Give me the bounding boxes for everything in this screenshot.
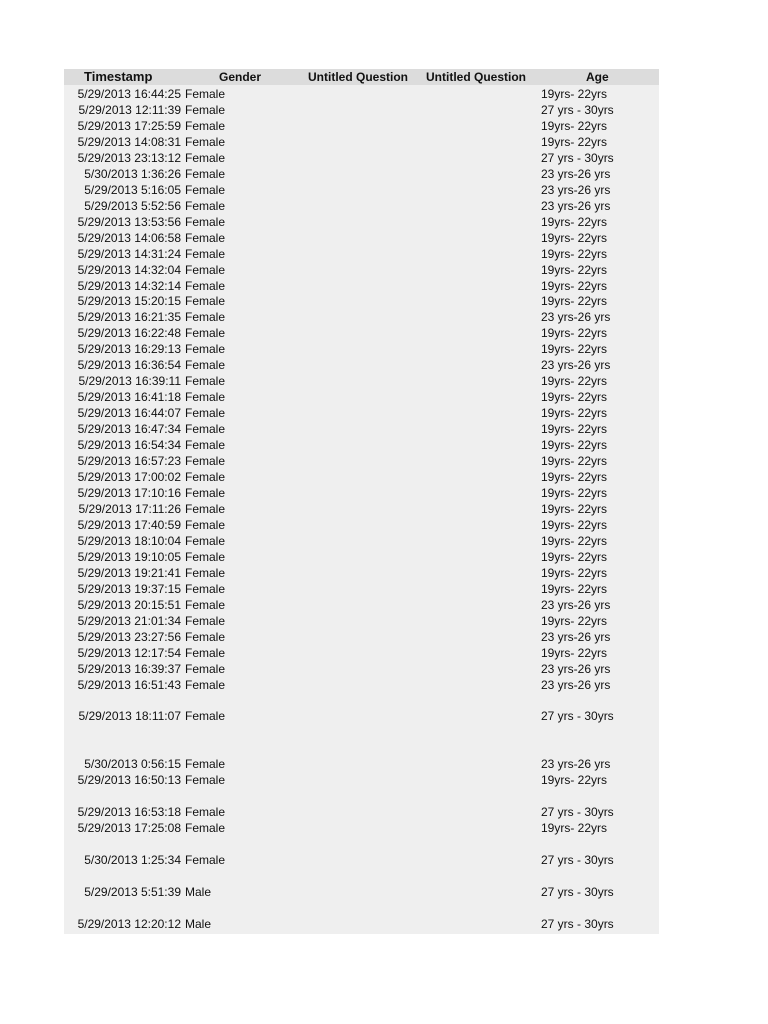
cell-age: 19yrs- 22yrs [541, 118, 608, 133]
cell-gender: Female [185, 102, 226, 117]
cell-timestamp: 5/29/2013 16:39:11 [78, 374, 181, 389]
cell-timestamp: 5/29/2013 14:08:31 [77, 134, 181, 149]
cell-age: 23 yrs-26 yrs [541, 358, 611, 373]
table-row [64, 740, 659, 756]
cell-timestamp: 5/29/2013 18:11:07 [78, 709, 181, 724]
table-row [64, 868, 659, 884]
cell-gender: Female [185, 470, 226, 485]
cell-age: 23 yrs-26 yrs [541, 166, 611, 181]
cell-age: 19yrs- 22yrs [541, 246, 608, 261]
table-row [64, 309, 659, 325]
cell-gender: Female [185, 262, 226, 277]
table-row [64, 692, 659, 708]
cell-age: 19yrs- 22yrs [541, 486, 608, 500]
table-row [64, 230, 659, 246]
cell-age: 23 yrs-26 yrs [541, 597, 611, 612]
cell-timestamp: 5/29/2013 16:22:48 [77, 326, 181, 341]
cell-timestamp: 5/29/2013 14:32:14 [77, 278, 181, 293]
cell-age: 23 yrs-26 yrs [541, 310, 611, 325]
header-untitled-question-1: Untitled Question [308, 70, 408, 84]
cell-gender: Female [185, 581, 226, 596]
cell-age: 27 yrs - 30yrs [541, 853, 614, 868]
cell-age: 19yrs- 22yrs [541, 278, 608, 293]
cell-age: 19yrs- 22yrs [541, 342, 608, 357]
cell-gender: Female [185, 565, 226, 580]
cell-timestamp: 5/29/2013 15:20:15 [77, 294, 181, 309]
cell-timestamp: 5/29/2013 5:16:05 [84, 182, 181, 197]
cell-age: 19yrs- 22yrs [541, 470, 608, 485]
table-row [64, 453, 659, 469]
cell-timestamp: 5/29/2013 12:20:12 [77, 916, 181, 931]
table-row [64, 661, 659, 677]
cell-timestamp: 5/29/2013 23:27:56 [77, 629, 181, 644]
cell-gender: Female [185, 677, 226, 692]
cell-age: 27 yrs - 30yrs [541, 885, 614, 899]
cell-gender: Female [185, 805, 226, 820]
cell-timestamp: 5/29/2013 16:44:25 [77, 87, 181, 101]
header-row [64, 69, 659, 85]
cell-age: 27 yrs - 30yrs [541, 709, 614, 724]
table-row [64, 916, 659, 932]
cell-age: 19yrs- 22yrs [541, 549, 608, 564]
table-row [64, 900, 659, 916]
cell-timestamp: 5/29/2013 16:44:07 [77, 406, 181, 421]
table-row [64, 613, 659, 629]
cell-timestamp: 5/29/2013 23:13:12 [77, 150, 181, 165]
spreadsheet-table [64, 69, 659, 934]
cell-timestamp: 5/29/2013 13:53:56 [77, 214, 181, 229]
table-row [64, 405, 659, 421]
cell-gender: Female [185, 374, 226, 389]
table-row [64, 293, 659, 309]
header-untitled-question-2: Untitled Question [426, 70, 526, 84]
cell-age: 19yrs- 22yrs [541, 406, 608, 421]
cell-timestamp: 5/29/2013 16:54:34 [77, 438, 181, 453]
cell-timestamp: 5/29/2013 18:10:04 [77, 533, 181, 548]
cell-gender: Female [185, 87, 226, 101]
cell-gender: Female [185, 597, 226, 612]
cell-timestamp: 5/29/2013 17:00:02 [77, 470, 181, 485]
table-row [64, 214, 659, 230]
table-row [64, 597, 659, 613]
cell-gender: Female [185, 454, 226, 469]
header-timestamp: Timestamp [84, 69, 153, 84]
cell-age: 19yrs- 22yrs [541, 821, 608, 836]
cell-timestamp: 5/29/2013 16:36:54 [77, 358, 181, 373]
table-row [64, 884, 659, 900]
cell-age: 19yrs- 22yrs [541, 326, 608, 341]
table-row [64, 756, 659, 772]
table-row [64, 549, 659, 565]
table-row [64, 645, 659, 661]
cell-timestamp: 5/30/2013 0:56:15 [84, 757, 181, 772]
cell-age: 19yrs- 22yrs [541, 374, 608, 389]
cell-age: 19yrs- 22yrs [541, 230, 608, 245]
cell-gender: Female [185, 501, 226, 516]
cell-gender: Female [185, 613, 226, 628]
table-row [64, 804, 659, 820]
cell-timestamp: 5/29/2013 14:31:24 [77, 246, 181, 261]
cell-gender: Female [185, 645, 226, 660]
cell-gender: Female [185, 326, 226, 341]
table-row [64, 341, 659, 357]
cell-gender: Female [185, 709, 226, 724]
cell-timestamp: 5/29/2013 17:25:08 [77, 821, 181, 836]
cell-age: 27 yrs - 30yrs [541, 102, 614, 117]
cell-timestamp: 5/29/2013 14:32:04 [77, 262, 181, 277]
cell-timestamp: 5/29/2013 5:51:39 [84, 885, 181, 899]
cell-timestamp: 5/29/2013 16:41:18 [77, 390, 181, 405]
cell-timestamp: 5/29/2013 14:06:58 [77, 230, 181, 245]
table-row [64, 581, 659, 597]
cell-timestamp: 5/30/2013 1:36:26 [84, 166, 181, 181]
cell-gender: Female [185, 821, 226, 836]
table-row [64, 182, 659, 198]
cell-gender: Female [185, 150, 226, 165]
cell-age: 19yrs- 22yrs [541, 294, 608, 309]
cell-age: 23 yrs-26 yrs [541, 677, 611, 692]
table-row [64, 565, 659, 581]
cell-timestamp: 5/29/2013 16:39:37 [77, 661, 181, 676]
table-row [64, 708, 659, 724]
cell-timestamp: 5/30/2013 1:25:34 [84, 853, 181, 868]
table-row [64, 852, 659, 868]
header-gender: Gender [219, 70, 262, 84]
cell-gender: Female [185, 342, 226, 357]
cell-age: 19yrs- 22yrs [541, 422, 608, 437]
table-row [64, 357, 659, 373]
cell-timestamp: 5/29/2013 16:47:34 [77, 422, 181, 437]
cell-gender: Female [185, 661, 226, 676]
table-row [64, 373, 659, 389]
cell-timestamp: 5/29/2013 19:37:15 [77, 581, 181, 596]
cell-age: 19yrs- 22yrs [541, 613, 608, 628]
cell-age: 19yrs- 22yrs [541, 565, 608, 580]
cell-timestamp: 5/29/2013 19:21:41 [77, 565, 181, 580]
cell-age: 19yrs- 22yrs [541, 501, 608, 516]
table-row [64, 246, 659, 262]
table-row [64, 485, 659, 501]
cell-gender: Female [185, 198, 226, 213]
cell-timestamp: 5/29/2013 17:11:26 [78, 501, 181, 516]
cell-age: 19yrs- 22yrs [541, 581, 608, 596]
cell-gender: Female [185, 310, 226, 325]
table-row [64, 517, 659, 533]
cell-timestamp: 5/29/2013 17:40:59 [77, 517, 181, 532]
table-row [64, 198, 659, 214]
header-age: Age [586, 70, 609, 84]
cell-age: 23 yrs-26 yrs [541, 182, 611, 197]
table-row [64, 325, 659, 341]
cell-timestamp: 5/29/2013 21:01:34 [77, 613, 181, 628]
cell-gender: Female [185, 549, 226, 564]
table-row [64, 118, 659, 134]
cell-age: 19yrs- 22yrs [541, 438, 608, 453]
cell-age: 19yrs- 22yrs [541, 773, 608, 788]
cell-timestamp: 5/29/2013 17:10:16 [77, 486, 181, 500]
cell-age: 23 yrs-26 yrs [541, 757, 611, 772]
table-row [64, 86, 659, 102]
table-row [64, 501, 659, 517]
cell-timestamp: 5/29/2013 16:21:35 [77, 310, 181, 325]
cell-gender: Female [185, 422, 226, 437]
cell-age: 27 yrs - 30yrs [541, 805, 614, 820]
cell-gender: Female [185, 757, 226, 772]
cell-age: 19yrs- 22yrs [541, 454, 608, 469]
table-row [64, 533, 659, 549]
cell-age: 19yrs- 22yrs [541, 262, 608, 277]
table-row [64, 629, 659, 645]
cell-age: 23 yrs-26 yrs [541, 661, 611, 676]
table-row [64, 820, 659, 836]
cell-timestamp: 5/29/2013 16:51:43 [77, 677, 181, 692]
cell-timestamp: 5/29/2013 19:10:05 [77, 549, 181, 564]
cell-gender: Female [185, 134, 226, 149]
table-row [64, 134, 659, 150]
cell-gender: Female [185, 406, 226, 421]
table-row [64, 437, 659, 453]
cell-gender: Female [185, 294, 226, 309]
table-row [64, 389, 659, 405]
table-row [64, 836, 659, 852]
cell-timestamp: 5/29/2013 16:29:13 [77, 342, 181, 357]
cell-gender: Female [185, 182, 226, 197]
cell-gender: Male [185, 916, 212, 931]
cell-gender: Female [185, 118, 226, 133]
table-row [64, 166, 659, 182]
cell-timestamp: 5/29/2013 17:25:59 [77, 118, 181, 133]
cell-timestamp: 5/29/2013 16:57:23 [77, 454, 181, 469]
cell-age: 23 yrs-26 yrs [541, 198, 611, 213]
cell-gender: Female [185, 278, 226, 293]
table-row [64, 724, 659, 740]
table-row [64, 677, 659, 693]
cell-timestamp: 5/29/2013 16:50:13 [77, 773, 181, 788]
cell-gender: Female [185, 246, 226, 261]
cell-age: 23 yrs-26 yrs [541, 629, 611, 644]
table-row [64, 102, 659, 118]
cell-timestamp: 5/29/2013 20:15:51 [77, 597, 181, 612]
cell-age: 19yrs- 22yrs [541, 645, 608, 660]
table-row [64, 788, 659, 804]
table-row [64, 421, 659, 437]
cell-gender: Female [185, 773, 226, 788]
cell-gender: Female [185, 358, 226, 373]
cell-age: 27 yrs - 30yrs [541, 916, 614, 931]
cell-gender: Male [185, 885, 212, 899]
cell-gender: Female [185, 533, 226, 548]
table-row [64, 469, 659, 485]
cell-age: 19yrs- 22yrs [541, 390, 608, 405]
table-row [64, 262, 659, 278]
cell-gender: Female [185, 438, 226, 453]
cell-gender: Female [185, 390, 226, 405]
cell-gender: Female [185, 853, 226, 868]
cell-gender: Female [185, 629, 226, 644]
cell-gender: Female [185, 166, 226, 181]
cell-gender: Female [185, 214, 226, 229]
table-row [64, 150, 659, 166]
cell-timestamp: 5/29/2013 12:17:54 [77, 645, 181, 660]
cell-timestamp: 5/29/2013 5:52:56 [84, 198, 181, 213]
cell-gender: Female [185, 486, 226, 500]
cell-gender: Female [185, 230, 226, 245]
cell-age: 19yrs- 22yrs [541, 517, 608, 532]
table-row [64, 772, 659, 788]
cell-age: 19yrs- 22yrs [541, 533, 608, 548]
cell-age: 19yrs- 22yrs [541, 87, 608, 101]
cell-timestamp: 5/29/2013 12:11:39 [78, 102, 181, 117]
cell-age: 27 yrs - 30yrs [541, 150, 614, 165]
cell-gender: Female [185, 517, 226, 532]
table-row [64, 278, 659, 294]
cell-age: 19yrs- 22yrs [541, 214, 608, 229]
cell-timestamp: 5/29/2013 16:53:18 [77, 805, 181, 820]
cell-age: 19yrs- 22yrs [541, 134, 608, 149]
